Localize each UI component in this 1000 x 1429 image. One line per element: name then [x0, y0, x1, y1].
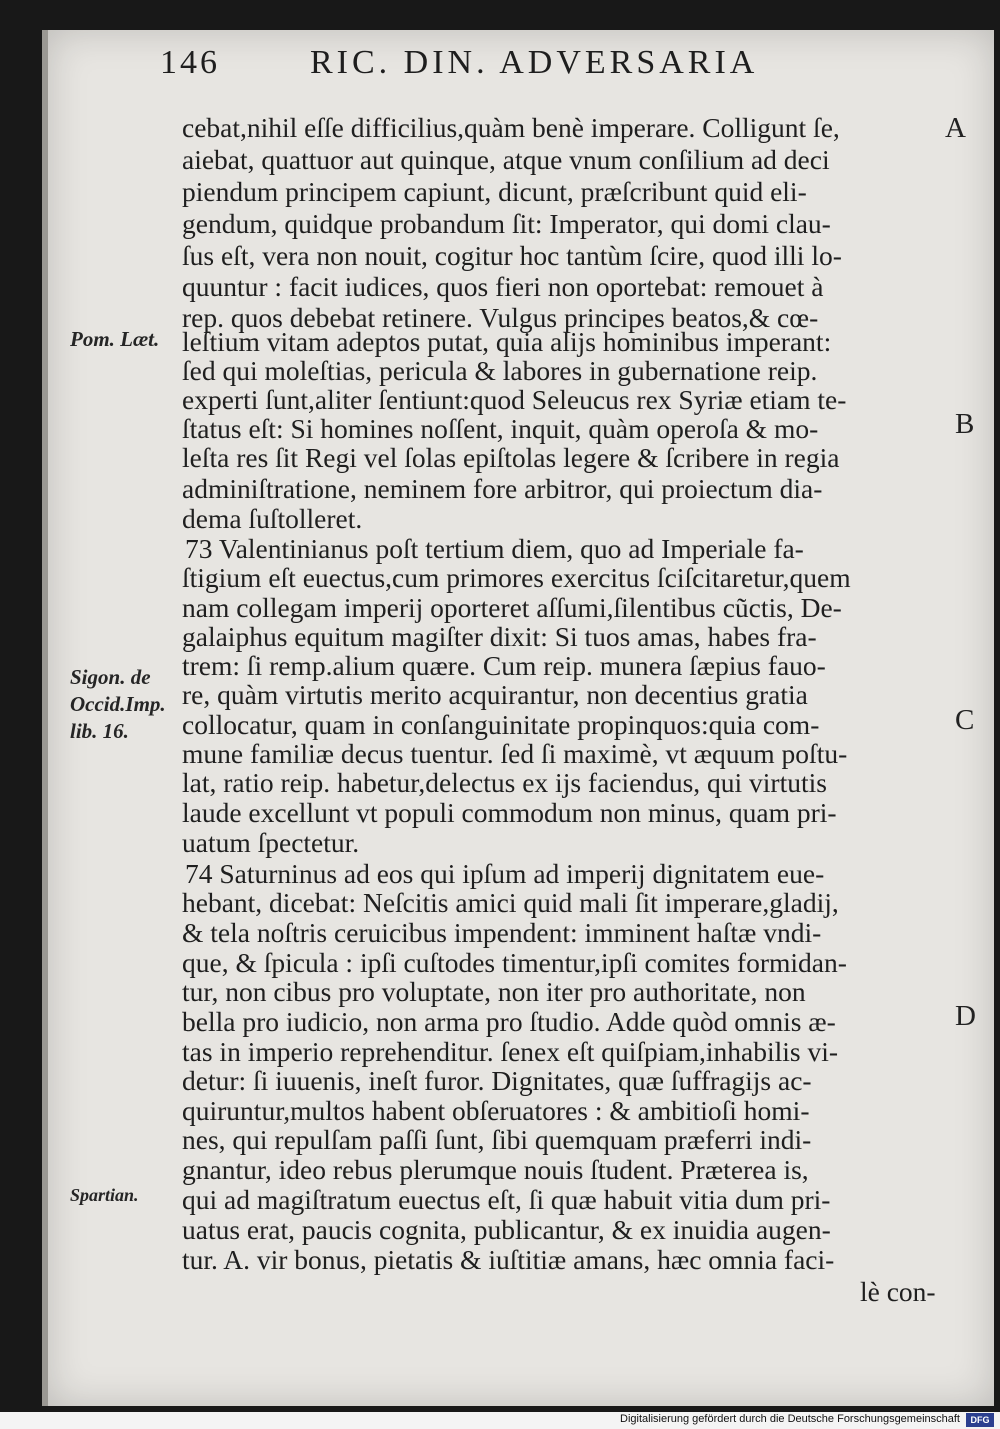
text-line: detur: ſi iuuenis, ineſt furor. Dignitates, quæ ſuffragijs ac-: [182, 1065, 812, 1096]
text-line: & tela noſtris ceruicibus impendent: imminent haſtæ vndi-: [182, 917, 822, 948]
text-line: 73 Valentinianus poſt tertium diem, quo ad Imperiale fa-: [185, 533, 804, 564]
text-line: lat, ratio reip. habetur,delectus ex ijs faciendus, qui virtutis: [182, 767, 827, 798]
text-line: mune familiæ decus tuentur. ſed ſi maximè, vt æquum poſtu-: [182, 738, 848, 769]
text-line: gnantur, ideo rebus plerumque nouis ſtudent. Præterea is,: [182, 1154, 809, 1185]
text-line: uatus erat, paucis cognita, publicantur, & ex inuidia augen-: [182, 1214, 831, 1245]
text-line: dema ſuſtolleret.: [182, 503, 363, 534]
text-line: re, quàm virtutis merito acquirantur, non decentius gratia: [182, 679, 808, 710]
text-line: gendum, quidque probandum ſit: Imperator, qui domi clau-: [182, 208, 831, 239]
text-line: rep. quos debebat retinere. Vulgus principes beatos,& cœ-: [182, 302, 819, 333]
margin-note-sigon-line1: Sigon. de: [70, 665, 151, 689]
funding-notice: Digitalisierung gefördert durch die Deutsche Forschungsgemeinschaft: [620, 1413, 960, 1425]
margin-note-sigon-line3: lib. 16.: [70, 719, 129, 743]
margin-note-spartian: Spartian.: [70, 1185, 139, 1205]
text-line: bella pro iudicio, non arma pro ſtudio. Adde quòd omnis æ-: [182, 1006, 836, 1037]
text-line: nes, qui repulſam paſſi ſunt, ſibi quemquam præferri indi-: [182, 1124, 812, 1155]
text-line: quiruntur,multos habent obſeruatores : & ambitioſi homi-: [182, 1095, 810, 1126]
dfg-logo: DFG: [966, 1413, 994, 1427]
margin-note-sigon-line2: Occid.Imp.: [70, 692, 166, 716]
text-line: ſtigium eſt euectus,cum primores exercitus ſciſcitaretur,quem: [182, 562, 851, 593]
text-line: cebat,nihil eſſe difficilius,quàm benè imperare. Colligunt ſe,: [182, 112, 840, 143]
section-letter-d: D: [955, 1000, 976, 1032]
text-line: tur, non cibus pro voluptate, non iter pro authoritate, non: [182, 976, 806, 1007]
text-line: adminiſtratione, neminem fore arbitror, qui proiectum dia-: [182, 473, 823, 504]
section-letter-a: A: [945, 112, 966, 144]
text-line: experti ſunt,aliter ſentiunt:quod Seleucus rex Syriæ etiam te-: [182, 384, 847, 415]
section-letter-b: B: [955, 408, 975, 440]
text-line: galaiphus equitum magiſter dixit: Si tuos amas, habes fra-: [182, 621, 817, 652]
text-line: ſtatus eſt: Si homines noſſent, inquit, quàm operoſa & mo-: [182, 413, 819, 444]
text-line: qui ad magiſtratum euectus eſt, ſi quæ habuit vitia dum pri-: [182, 1184, 831, 1215]
text-line: leſtium vitam adeptos putat, quia alijs hominibus imperant:: [182, 326, 832, 357]
section-letter-c: C: [955, 704, 975, 736]
text-line: piendum principem capiunt, dicunt, præſcribunt quid eli-: [182, 176, 807, 207]
page-number: 146: [160, 44, 220, 81]
text-line: que, & ſpicula : ipſi cuſtodes timentur,ipſi comites formidan-: [182, 947, 847, 978]
catchword: lè con-: [860, 1276, 936, 1307]
footer-bar: [0, 1412, 1000, 1429]
text-line: 74 Saturninus ad eos qui ipſum ad imperij dignitatem eue-: [185, 858, 825, 889]
text-line: tur. A. vir bonus, pietatis & iuſtitiæ amans, hæc omnia faci-: [182, 1244, 835, 1275]
text-line: trem: ſi remp.alium quære. Cum reip. munera ſæpius fauo-: [182, 650, 826, 681]
text-line: uatum ſpectetur.: [182, 827, 360, 858]
page-header: [160, 44, 960, 84]
text-line: leſta res ſit Regi vel ſolas epiſtolas legere & ſcribere in regia: [182, 442, 840, 473]
margin-note-pom: Pom. Læt.: [70, 327, 160, 351]
text-line: quuntur : facit iudices, quos fieri non oportebat: remouet à: [182, 271, 824, 302]
text-line: aiebat, quattuor aut quinque, atque vnum conſilium ad deci: [182, 144, 830, 175]
text-line: ſed qui moleſtias, pericula & labores in gubernatione reip.: [182, 355, 818, 386]
running-title: RIC. DIN. ADVERSARIA: [310, 44, 759, 81]
text-line: nam collegam imperij oporteret aſſumi,ſilentibus cũctis, De-: [182, 592, 842, 623]
text-line: laude excellunt vt populi commodum non minus, quam pri-: [182, 797, 837, 828]
text-line: collocatur, quam in conſanguinitate propinquos:quia com-: [182, 709, 820, 740]
text-line: hebant, dicebat: Neſcitis amici quid mali ſit imperare,gladij,: [182, 887, 839, 918]
text-line: tas in imperio reprehenditur. ſenex eſt quiſpiam,inhabilis vi-: [182, 1036, 839, 1067]
text-line: ſus eſt, vera non nouit, cogitur hoc tantùm ſcire, quod illi lo-: [182, 240, 842, 271]
